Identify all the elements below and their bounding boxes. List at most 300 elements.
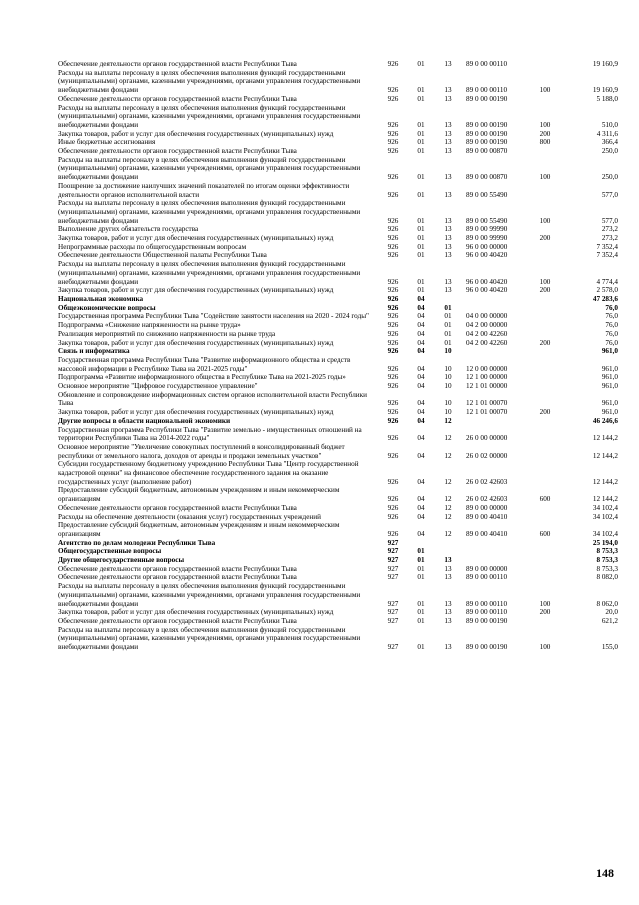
row-sum: 19 160,9	[592, 86, 618, 95]
code-vr: 100	[539, 216, 551, 225]
code-cs: 96 0 00 40420	[466, 251, 508, 260]
code-gr: 927	[387, 547, 399, 556]
code-cs: 89 0 00 00190	[466, 138, 508, 147]
row-sum: 46 246,6	[592, 416, 618, 425]
code-rz: 04	[417, 495, 425, 504]
code-gr: 926	[387, 303, 399, 312]
row-sum: 273,2	[601, 225, 618, 234]
code-rz: 04	[417, 477, 425, 486]
table-row	[58, 608, 618, 617]
code-cs: 89 0 00 00110	[466, 608, 508, 617]
code-gr: 926	[387, 434, 399, 443]
code-pr: 13	[444, 643, 452, 652]
table-row	[58, 304, 618, 313]
table-row	[58, 60, 618, 69]
row-sum: 8 062,0	[596, 599, 618, 608]
code-rz: 04	[417, 416, 425, 425]
code-pr: 01	[444, 338, 452, 347]
code-rz: 01	[417, 242, 425, 251]
table-row	[58, 382, 618, 391]
code-cs: 89 0 00 00000	[466, 503, 508, 512]
code-pr: 01	[444, 312, 452, 321]
code-gr: 927	[387, 599, 399, 608]
code-cs: 26 0 02 00000	[466, 451, 508, 460]
code-cs: 89 0 00 00190	[466, 617, 508, 625]
code-gr: 926	[387, 216, 399, 225]
code-pr: 12	[444, 477, 452, 486]
table-row	[58, 347, 618, 356]
row-sum: 621,2	[601, 617, 618, 625]
code-pr: 01	[444, 303, 452, 312]
table-row	[58, 234, 618, 243]
row-name: Обеспечение деятельности Общественной палаты Республики Тыва	[58, 251, 267, 260]
table-row	[58, 417, 618, 426]
code-gr: 927	[387, 617, 399, 625]
code-gr: 926	[387, 94, 399, 103]
code-pr: 12	[444, 495, 452, 504]
table-row	[58, 356, 618, 373]
code-rz: 01	[417, 86, 425, 95]
code-gr: 926	[387, 86, 399, 95]
code-pr: 12	[444, 416, 452, 425]
code-cs: 12 0 00 00000	[466, 364, 508, 373]
code-rz: 01	[417, 190, 425, 199]
code-rz: 01	[417, 225, 425, 234]
code-cs: 89 0 00 00110	[466, 599, 508, 608]
code-cs: 89 0 00 55490	[466, 190, 508, 199]
code-gr: 926	[387, 312, 399, 321]
row-name: Непрограммные расходы по общегосударственным вопросам	[58, 242, 247, 251]
row-sum: 8 753,3	[596, 547, 618, 556]
code-pr: 10	[444, 373, 452, 382]
row-sum: 12 144,2	[592, 495, 618, 504]
code-gr: 926	[387, 408, 399, 417]
code-gr: 926	[387, 120, 399, 129]
row-name: Расходы на выплаты персоналу в целях обеспечения выполнения функций государственными (муниципальными) органами, казенными учреждениями, органами управления государственными внебюджетными фондами	[58, 155, 361, 182]
row-name: Обеспечение деятельности органов государственной власти Республики Тыва	[58, 503, 297, 512]
code-rz: 01	[417, 556, 425, 565]
code-rz: 04	[417, 364, 425, 373]
code-cs: 96 0 00 40420	[466, 277, 508, 286]
code-cs: 89 0 00 40410	[466, 529, 508, 538]
table-row	[58, 565, 618, 574]
code-gr: 926	[387, 512, 399, 521]
row-name: Расходы на выплаты персоналу в целях обеспечения выполнения функций государственными (муниципальными) органами, казенными учреждениями, органами управления государственными внебюджетными фондами	[58, 68, 361, 95]
table-row	[58, 626, 618, 652]
row-name: Национальная экономика	[58, 294, 144, 303]
code-cs: 89 0 00 40410	[466, 512, 508, 521]
code-rz: 01	[417, 643, 425, 652]
code-rz: 01	[417, 234, 425, 243]
table-row	[58, 582, 618, 608]
row-sum: 76,0	[605, 338, 618, 347]
code-gr: 926	[387, 277, 399, 286]
row-sum: 577,0	[601, 190, 618, 199]
code-gr: 926	[387, 451, 399, 460]
code-pr: 10	[444, 347, 452, 356]
code-rz: 04	[417, 512, 425, 521]
code-gr: 927	[387, 573, 399, 582]
code-gr: 927	[387, 556, 399, 565]
code-cs: 89 0 00 00190	[466, 643, 508, 652]
code-rz: 01	[417, 60, 425, 68]
table-row	[58, 460, 618, 486]
code-pr: 10	[444, 382, 452, 391]
row-sum: 5 188,0	[596, 94, 618, 103]
code-pr: 13	[444, 277, 452, 286]
code-rz: 01	[417, 599, 425, 608]
code-rz: 01	[417, 277, 425, 286]
code-vr: 100	[539, 599, 551, 608]
row-name: Иные бюджетные ассигнования	[58, 138, 156, 147]
row-name: Закупка товаров, работ и услуг для обеспечения государственных (муниципальных) нужд	[58, 338, 334, 347]
code-vr: 200	[539, 234, 551, 243]
row-name: Закупка товаров, работ и услуг для обеспечения государственных (муниципальных) нужд	[58, 129, 334, 138]
code-vr: 600	[539, 529, 551, 538]
code-rz: 01	[417, 608, 425, 617]
table-row	[58, 138, 618, 147]
row-name: Общеэкономические вопросы	[58, 303, 156, 312]
table-row	[58, 539, 618, 548]
code-pr: 12	[444, 503, 452, 512]
code-cs: 26 0 02 42603	[466, 495, 508, 504]
code-rz: 04	[417, 312, 425, 321]
code-gr: 926	[387, 495, 399, 504]
code-gr: 926	[387, 129, 399, 138]
code-rz: 04	[417, 408, 425, 417]
row-name: Государственная программа Республики Тыва "Содействие занятости населения на 2020 - 2024 годы"	[58, 312, 369, 321]
code-cs: 04 2 00 42260	[466, 338, 508, 347]
row-sum: 510,0	[601, 120, 618, 129]
row-sum: 366,4	[601, 138, 618, 147]
code-rz: 01	[417, 564, 425, 573]
code-rz: 01	[417, 547, 425, 556]
table-row	[58, 95, 618, 104]
code-gr: 926	[387, 373, 399, 382]
code-rz: 01	[417, 173, 425, 182]
row-sum: 155,0	[601, 643, 618, 652]
code-rz: 04	[417, 329, 425, 338]
code-cs: 12 1 01 00070	[466, 408, 508, 417]
table-row	[58, 330, 618, 339]
table-row	[58, 130, 618, 139]
code-pr: 13	[444, 190, 452, 199]
table-row	[58, 521, 618, 538]
row-sum: 25 194,0	[592, 538, 618, 547]
code-cs: 96 0 00 40420	[466, 286, 508, 295]
row-name: Обеспечение деятельности органов государственной власти Республики Тыва	[58, 60, 297, 68]
row-name: Государственная программа Республики Тыва "Развитие информационного общества и средств массовой информации в Республике Тыва на 2021-2025 годы"	[58, 355, 351, 373]
code-gr: 926	[387, 147, 399, 156]
row-sum: 273,2	[601, 234, 618, 243]
code-cs: 89 0 00 00110	[466, 573, 508, 582]
code-gr: 927	[387, 538, 399, 547]
row-name: Закупка товаров, работ и услуг для обеспечения государственных (муниципальных) нужд	[58, 608, 334, 617]
row-name: Агентство по делам молодежи Республики Тыва	[58, 538, 216, 547]
code-pr: 13	[444, 94, 452, 103]
code-cs: 89 0 00 00190	[466, 129, 508, 138]
table-row	[58, 573, 618, 582]
code-pr: 12	[444, 512, 452, 521]
code-vr: 200	[539, 338, 551, 347]
code-gr: 927	[387, 608, 399, 617]
code-pr: 12	[444, 434, 452, 443]
row-sum: 250,0	[601, 147, 618, 156]
code-pr: 12	[444, 451, 452, 460]
code-pr: 13	[444, 556, 452, 565]
row-sum: 20,0	[605, 608, 618, 617]
code-rz: 04	[417, 294, 425, 303]
row-name: Расходы на выплаты персоналу в целях обеспечения выполнения функций государственными (муниципальными) органами, казенными учреждениями, органами управления государственными внебюджетными фондами	[58, 103, 361, 129]
code-cs: 04 2 00 00000	[466, 321, 508, 330]
row-name: Предоставление субсидий бюджетным, автономным учреждениям и иным некоммерческим организациям	[58, 486, 340, 504]
code-vr: 100	[539, 643, 551, 652]
table-row	[58, 513, 618, 522]
code-rz: 01	[417, 573, 425, 582]
code-pr: 10	[444, 364, 452, 373]
code-rz: 01	[417, 120, 425, 129]
row-sum: 34 102,4	[592, 503, 618, 512]
table-row	[58, 182, 618, 199]
row-name: Обеспечение деятельности органов государственной власти Республики Тыва	[58, 147, 297, 156]
code-gr: 926	[387, 138, 399, 147]
code-pr: 10	[444, 408, 452, 417]
table-row	[58, 286, 618, 295]
row-sum: 961,0	[601, 373, 618, 382]
row-sum: 8 753,3	[596, 556, 618, 565]
table-row	[58, 260, 618, 286]
code-pr: 13	[444, 147, 452, 156]
table-row	[58, 312, 618, 321]
code-gr: 926	[387, 329, 399, 338]
row-name: Расходы на выплаты персоналу в целях обеспечения выполнения функций государственными (муниципальными) органами, казенными учреждениями, органами управления государственными внебюджетными фондами	[58, 625, 361, 652]
code-gr: 927	[387, 564, 399, 573]
code-rz: 01	[417, 138, 425, 147]
code-pr: 13	[444, 225, 452, 234]
code-pr: 01	[444, 329, 452, 338]
row-sum: 577,0	[601, 216, 618, 225]
row-sum: 12 144,2	[592, 477, 618, 486]
code-pr: 13	[444, 599, 452, 608]
code-cs: 96 0 00 00000	[466, 242, 508, 251]
code-cs: 12 1 01 00070	[466, 399, 508, 408]
table-row	[58, 243, 618, 252]
row-sum: 961,0	[601, 382, 618, 391]
table-row	[58, 251, 618, 260]
code-vr: 100	[539, 86, 551, 95]
row-name: Государственная программа Республики Тыва "Развитие земельно - имущественных отношений на территории Республики Тыва на 2014-2022 годы"	[58, 425, 362, 443]
table-row	[58, 104, 618, 130]
table-row	[58, 547, 618, 556]
code-gr: 926	[387, 503, 399, 512]
code-cs: 89 0 00 00190	[466, 120, 508, 129]
code-rz: 04	[417, 347, 425, 356]
code-gr: 926	[387, 399, 399, 408]
code-pr: 13	[444, 617, 452, 625]
code-gr: 927	[387, 643, 399, 652]
code-pr: 13	[444, 234, 452, 243]
code-gr: 926	[387, 234, 399, 243]
code-cs: 89 0 00 00000	[466, 564, 508, 573]
code-cs: 89 0 00 00110	[466, 86, 508, 95]
code-pr: 13	[444, 120, 452, 129]
row-sum: 34 102,4	[592, 512, 618, 521]
code-rz: 01	[417, 94, 425, 103]
row-name: Расходы на выплаты персоналу в целях обеспечения выполнения функций государственными (муниципальными) органами, казенными учреждениями, органами управления государственными внебюджетными фондами	[58, 260, 361, 286]
code-pr: 01	[444, 321, 452, 330]
code-rz: 04	[417, 399, 425, 408]
code-pr: 13	[444, 251, 452, 260]
row-sum: 4 774,4	[596, 277, 618, 286]
code-pr: 13	[444, 608, 452, 617]
row-name: Подпрограмма «Развитие информационного общества в Республике Тыва на 2021-2025 годы»	[58, 373, 346, 382]
code-vr: 600	[539, 495, 551, 504]
code-pr: 10	[444, 399, 452, 408]
row-sum: 4 311,6	[596, 129, 618, 138]
code-gr: 926	[387, 173, 399, 182]
table-row	[58, 486, 618, 503]
table-row	[58, 339, 618, 348]
table-row	[58, 199, 618, 225]
row-name: Реализация мероприятий по снижению напряженности на рынке труда	[58, 329, 276, 338]
table-row	[58, 617, 618, 626]
code-gr: 926	[387, 60, 399, 68]
row-name: Расходы на обеспечение деятельности (оказания услуг) государственных учреждений	[58, 512, 321, 521]
code-rz: 04	[417, 529, 425, 538]
code-rz: 04	[417, 338, 425, 347]
row-sum: 961,0	[601, 364, 618, 373]
code-gr: 926	[387, 251, 399, 260]
table-row	[58, 225, 618, 234]
row-sum: 7 352,4	[596, 251, 618, 260]
row-sum: 250,0	[601, 173, 618, 182]
code-vr: 100	[539, 120, 551, 129]
row-name: Обеспечение деятельности органов государственной власти Республики Тыва	[58, 573, 297, 582]
row-name: Субсидии государственному бюджетному учреждению Республики Тыва "Центр государственной кадастровой оценки" на финансовое обеспечение государственного задания на оказание государственных услуг (выполнение работ)	[58, 460, 359, 486]
code-gr: 926	[387, 529, 399, 538]
row-sum: 76,0	[605, 303, 618, 312]
row-sum: 961,0	[601, 347, 618, 356]
code-pr: 13	[444, 129, 452, 138]
row-sum: 8 753,3	[596, 564, 618, 573]
code-gr: 926	[387, 477, 399, 486]
table-row	[58, 321, 618, 330]
code-cs: 89 0 00 99990	[466, 234, 508, 243]
row-sum: 76,0	[605, 329, 618, 338]
code-vr: 200	[539, 408, 551, 417]
row-sum: 8 082,0	[596, 573, 618, 582]
row-name: Общегосударственные вопросы	[58, 547, 162, 556]
code-pr: 13	[444, 573, 452, 582]
row-sum: 76,0	[605, 312, 618, 321]
code-rz: 01	[417, 617, 425, 625]
code-rz: 04	[417, 373, 425, 382]
code-cs: 89 0 00 00190	[466, 94, 508, 103]
row-name: Обеспечение деятельности органов государственной власти Республики Тыва	[58, 564, 297, 573]
row-name: Предоставление субсидий бюджетным, автономным учреждениям и иным некоммерческим организациям	[58, 521, 340, 538]
row-name: Расходы на выплаты персоналу в целях обеспечения выполнения функций государственными (муниципальными) органами, казенными учреждениями, органами управления государственными внебюджетными фондами	[58, 199, 361, 225]
code-cs: 04 2 00 42260	[466, 329, 508, 338]
table-row	[58, 408, 618, 417]
row-name: Закупка товаров, работ и услуг для обеспечения государственных (муниципальных) нужд	[58, 408, 334, 417]
code-cs: 12 1 01 00000	[466, 382, 508, 391]
table-row	[58, 156, 618, 182]
row-sum: 12 144,2	[592, 434, 618, 443]
row-sum: 76,0	[605, 321, 618, 330]
row-name: Поощрение за достижение наилучших значений показателей по итогам оценки эффективности деятельности органов исполнительной власти	[58, 181, 350, 199]
row-sum: 961,0	[601, 408, 618, 417]
page-number: 148	[596, 866, 614, 880]
code-cs: 89 0 00 99990	[466, 225, 508, 234]
table-row	[58, 147, 618, 156]
row-name: Закупка товаров, работ и услуг для обеспечения государственных (муниципальных) нужд	[58, 234, 334, 243]
table-row	[58, 69, 618, 95]
row-sum: 2 578,0	[596, 286, 618, 295]
table-row	[58, 504, 618, 513]
row-name: Обеспечение деятельности органов государственной власти Республики Тыва	[58, 617, 297, 625]
code-rz: 04	[417, 321, 425, 330]
row-sum: 7 352,4	[596, 242, 618, 251]
code-cs: 89 0 00 00870	[466, 147, 508, 156]
code-vr: 200	[539, 129, 551, 138]
row-name: Основное мероприятие "Цифровое государственное управление"	[58, 382, 258, 391]
code-gr: 926	[387, 321, 399, 330]
table-row	[58, 443, 618, 460]
row-name: Другие вопросы в области национальной экономики	[58, 416, 231, 425]
code-cs: 12 1 00 00000	[466, 373, 508, 382]
code-pr: 13	[444, 173, 452, 182]
code-vr: 200	[539, 608, 551, 617]
code-vr: 100	[539, 277, 551, 286]
code-gr: 926	[387, 225, 399, 234]
code-rz: 04	[417, 434, 425, 443]
code-pr: 12	[444, 529, 452, 538]
code-cs: 89 0 00 00110	[466, 60, 508, 68]
code-rz: 01	[417, 251, 425, 260]
code-pr: 13	[444, 86, 452, 95]
code-cs: 26 0 00 00000	[466, 434, 508, 443]
code-pr: 13	[444, 60, 452, 68]
table-row	[58, 556, 618, 565]
code-gr: 926	[387, 242, 399, 251]
row-name: Расходы на выплаты персоналу в целях обеспечения выполнения функций государственными (муниципальными) органами, казенными учреждениями, органами управления государственными внебюджетными фондами	[58, 582, 361, 608]
table-row	[58, 391, 618, 408]
code-gr: 926	[387, 382, 399, 391]
code-pr: 13	[444, 242, 452, 251]
table-row	[58, 426, 618, 443]
row-name: Другие общегосударственные вопросы	[58, 556, 185, 565]
code-cs: 89 0 00 55490	[466, 216, 508, 225]
row-name: Обеспечение деятельности органов государственной власти Республики Тыва	[58, 94, 297, 103]
code-rz: 01	[417, 129, 425, 138]
code-gr: 926	[387, 364, 399, 373]
table-row	[58, 295, 618, 304]
row-name: Основное мероприятие "Увеличение совокупных поступлений в консолидированный бюджет республики от земельного налога, доходов от аренды и продажи земельных участков"	[58, 442, 345, 460]
code-pr: 13	[444, 138, 452, 147]
code-cs: 89 0 00 00870	[466, 173, 508, 182]
code-rz: 01	[417, 286, 425, 295]
code-vr: 100	[539, 173, 551, 182]
code-vr: 800	[539, 138, 551, 147]
code-cs: 04 0 00 00000	[466, 312, 508, 321]
code-gr: 926	[387, 190, 399, 199]
row-name: Выполнение других обязательств государства	[58, 225, 199, 234]
row-sum: 34 102,4	[592, 529, 618, 538]
row-name: Подпрограмма «Снижение напряженности на рынке труда»	[58, 321, 241, 330]
code-pr: 13	[444, 564, 452, 573]
code-vr: 200	[539, 286, 551, 295]
code-pr: 13	[444, 286, 452, 295]
